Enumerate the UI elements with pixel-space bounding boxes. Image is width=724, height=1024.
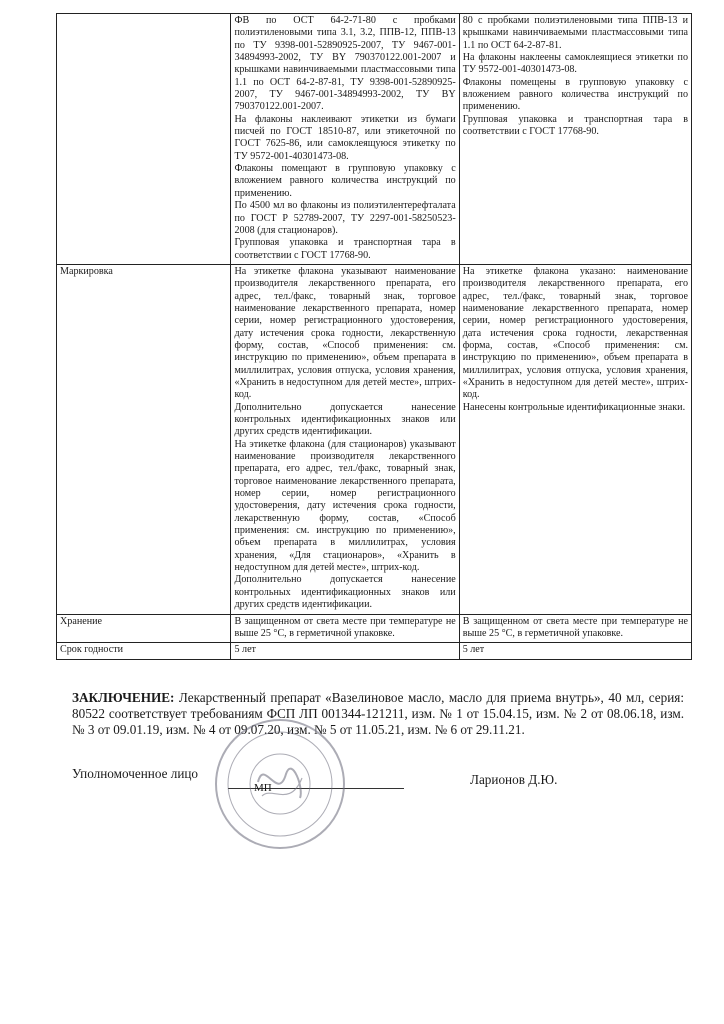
cell-paragraph: ФВ по ОСТ 64-2-71-80 с пробками полиэтиленовыми типа 3.1, 3.2, ППВ-12, ППВ-13 по ТУ 9398-001-52890925-2007, ТУ 9467-001-34894993-2002, ТУ BY 790370122.001-2007 и крышками навинчиваемыми пластмассовыми типа 1.1 по ОСТ 64-2-87-81, ТУ 9398-001-52890925-2007, ТУ 9467-001-34894993-2002, ТУ BY 790370122.001-2007. xyxy=(234,15,456,113)
row-label: Хранение xyxy=(60,615,102,627)
row-label-cell xyxy=(57,264,231,614)
cell-paragraph: На этикетке флакона указывают наименование производителя лекарственного препарата, его адрес, тел./факс, товарный знак, торговое наименование лекарственного препарата, номер серии, номер регистрационного удостоверения, дату истечения срока годности, лекарственную форму, состав, «Способ применения: см. инструкцию по применению», объем препарата в миллилитрах, условия отпуска, условия хранения, «Хранить в недоступном для детей месте», штрих-код. xyxy=(234,265,456,401)
cell-paragraph: На этикетке флакона указано: наименование производителя лекарственного препарата, его адрес, тел./факс, товарный знак, торговое наименование лекарственного препарата, номер серии, номер регистрационного удостоверения, дата истечения срока годности, лекарственная форма, состав, «Способ применения: см. инструкцию по применению», объем препарата в миллилитрах, условия отпуска, условия хранения, «Хранить в недоступном для детей месте», штрих-код. xyxy=(462,265,688,401)
cell-paragraph: Дополнительно допускается нанесение контрольных идентификационных знаков или других средств идентификации. xyxy=(234,401,456,438)
cell-paragraph: По 4500 мл во флаконы из полиэтилентерефталата по ГОСТ Р 52789-2007, ТУ 2297-001-58250523-2008 (для стационаров). xyxy=(234,200,456,236)
cell-paragraph: Флаконы помещают в групповую упаковку с вложением равного количества инструкций по применению. xyxy=(234,163,456,199)
cell-paragraph: Групповая упаковка и транспортная тара в соответствии с ГОСТ 17768-90. xyxy=(234,237,456,261)
result-cell xyxy=(459,643,691,659)
requirement-cell xyxy=(231,264,459,614)
result-cell xyxy=(459,264,691,614)
specification-table xyxy=(56,13,692,660)
table-row xyxy=(57,614,692,643)
row-label: Срок годности xyxy=(60,644,124,656)
stamp-place-label: МП xyxy=(254,782,272,794)
requirement-cell xyxy=(231,643,459,659)
requirement-cell xyxy=(231,614,459,643)
requirement-cell xyxy=(231,14,459,265)
conclusion-heading: ЗАКЛЮЧЕНИЕ: xyxy=(72,690,175,705)
cell-paragraph: Групповая упаковка и транспортная тара в соответствии с ГОСТ 17768-90. xyxy=(462,113,688,138)
round-seal-stamp xyxy=(212,716,348,852)
cell-paragraph: 5 лет xyxy=(462,644,485,656)
cell-paragraph: На флаконы наклеены самоклеящиеся этикетки по ТУ 9572-001-40301473-08. xyxy=(462,52,688,76)
conclusion-paragraph xyxy=(72,690,684,739)
cell-paragraph: Дополнительно допускается нанесение контрольных идентификационных знаков или других средств идентификации. xyxy=(234,574,456,611)
cell-paragraph: В защищенном от света месте при температуре не выше 25 °С, в герметичной упаковке. xyxy=(462,615,688,639)
table-row xyxy=(57,264,692,614)
cell-paragraph: 5 лет xyxy=(234,644,256,656)
table-row xyxy=(57,643,692,659)
conclusion-text: Лекарственный препарат «Вазелиновое масло, масло для приема внутрь», 40 мл, серия: 80522 соответствует требованиям ФСП ЛП 001344-121211, изм. № 1 от 15.04.15, изм. № 2 от 08.06.18, изм. № 3 от 09.01.19, изм. № 4 от 09.07.20, изм. № 5 от 11.05.21, изм. № 6 от 29.11.21. xyxy=(72,690,684,738)
cell-paragraph: На флаконы наклеивают этикетки из бумаги писчей по ГОСТ 18510-87, или этикеточной по ГОСТ 7625-86, или самоклеящуюся этикетку по ТУ 9572-001-40301473-08. xyxy=(234,113,456,162)
cell-paragraph: Нанесены контрольные идентификационные знаки. xyxy=(462,401,686,413)
cell-paragraph: В защищенном от света месте при температуре не выше 25 °С, в герметичной упаковке. xyxy=(234,615,456,639)
row-label-cell xyxy=(57,614,231,643)
row-label-cell xyxy=(57,643,231,659)
cell-paragraph: Флаконы помещены в групповую упаковку с вложением равного количества инструкций по применению. xyxy=(462,76,688,113)
table-row xyxy=(57,14,692,265)
cell-paragraph: 80 с пробками полиэтиленовыми типа ППВ-13 и крышками навинчиваемыми пластмассовыми типа 1.1 по ОСТ 64-2-87-81. xyxy=(462,15,688,51)
cell-paragraph: На этикетке флакона (для стационаров) указывают наименование производителя лекарственного препарата, его адрес, тел./факс, товарный знак, торговое наименование лекарственного препарата, номер серии, номер регистрационного удостоверения, дату истечения срока годности, лекарственную форму, состав, «Способ применения: см. инструкцию по применению», объем препарата в миллилитрах, условия хранения, «Для стационаров», «Хранить в недоступном для детей месте», штрих-код. xyxy=(234,438,456,574)
result-cell xyxy=(459,14,691,265)
row-label-cell xyxy=(57,14,231,265)
authorized-person-name: Ларионов Д.Ю. xyxy=(470,772,558,787)
row-label: Маркировка xyxy=(60,265,113,277)
result-cell xyxy=(459,614,691,643)
authorized-person-label: Уполномоченное лицо xyxy=(72,766,199,781)
